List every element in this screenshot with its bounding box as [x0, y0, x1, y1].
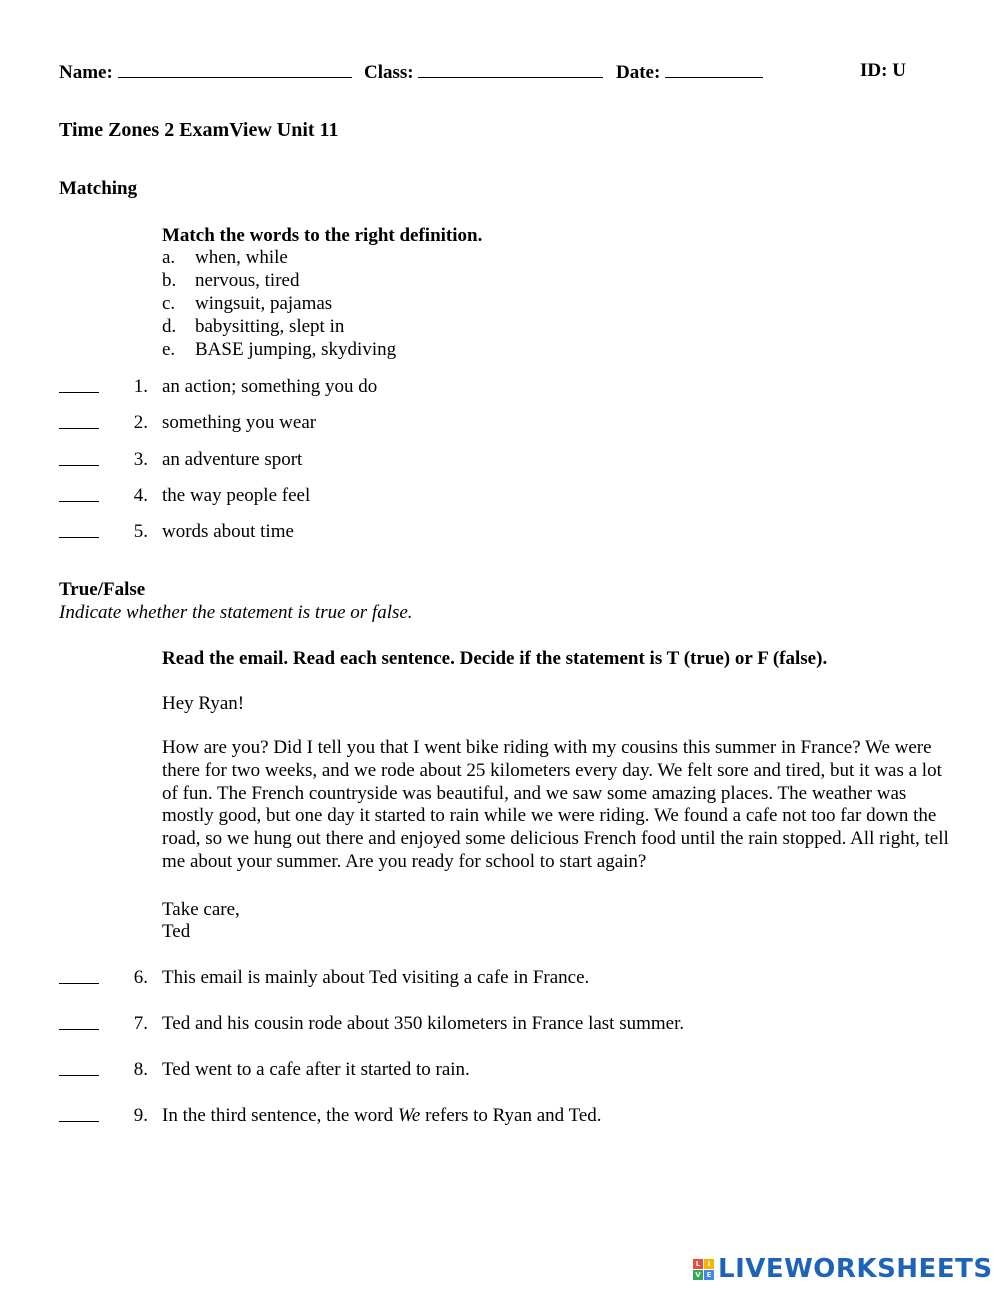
- id-label: ID: U: [860, 60, 906, 81]
- question-text: Ted went to a cafe after it started to rain.: [162, 1059, 470, 1080]
- question-number: 2.: [133, 412, 148, 433]
- truefalse-heading: True/False: [59, 579, 146, 600]
- name-field: [59, 60, 352, 84]
- matching-question-4: [0, 485, 1000, 509]
- option-letter: d.: [162, 316, 177, 337]
- matching-question-2: [0, 412, 1000, 436]
- question-number: 1.: [133, 376, 148, 397]
- email-body: How are you? Did I tell you that I went bike riding with my cousins this summer in France? We were there for two weeks, and we rode about 25 kilometers every day. We felt sore and tired, but it was a lot of fun. The French countryside was beautiful, and we saw some amazing places. The weather was mostly good, but one day it started to rain while we were riding. We found a cafe not too far down the road, so we hung out there and enjoyed some delicious French food until the rain stopped. All right, tell me about your summer. Are you ready for school to start again?: [162, 737, 949, 872]
- question-number: 4.: [133, 485, 148, 506]
- question-number: 8.: [133, 1059, 148, 1080]
- date-label: Date:: [616, 62, 661, 83]
- answer-blank[interactable]: [59, 465, 99, 466]
- option-letter: b.: [162, 270, 177, 291]
- tf-question-6: [0, 967, 1000, 991]
- answer-blank[interactable]: [59, 428, 99, 429]
- name-label: Name:: [59, 62, 113, 83]
- class-label: Class:: [364, 62, 414, 83]
- option-letter: c.: [162, 293, 176, 314]
- option-letter: a.: [162, 247, 176, 268]
- liveworksheets-logo: [693, 1254, 993, 1284]
- matching-heading: Matching: [59, 178, 138, 199]
- question-number: 9.: [133, 1105, 148, 1126]
- logo-text: LIVEWORKSHEETS: [718, 1254, 993, 1284]
- matching-question-5: [0, 521, 1000, 545]
- tf-question-7: [0, 1013, 1000, 1037]
- question-text: Ted and his cousin rode about 350 kilometers in France last summer.: [162, 1013, 685, 1034]
- question-number: 6.: [133, 967, 148, 988]
- question-text: [162, 1105, 602, 1127]
- matching-question-1: [0, 376, 1000, 400]
- answer-blank[interactable]: [59, 392, 99, 393]
- name-blank[interactable]: [118, 60, 352, 78]
- email-greeting: Hey Ryan!: [162, 693, 245, 714]
- question-text: This email is mainly about Ted visiting a cafe in France.: [162, 967, 590, 988]
- answer-blank[interactable]: [59, 537, 99, 538]
- date-blank[interactable]: [665, 60, 763, 78]
- question-text-pre: In the third sentence, the word: [162, 1105, 398, 1126]
- matching-instruction: Match the words to the right definition.: [162, 225, 483, 246]
- class-blank[interactable]: [418, 60, 603, 78]
- tf-question-9: [0, 1105, 1000, 1129]
- option-text: nervous, tired: [195, 270, 300, 291]
- option-text: wingsuit, pajamas: [195, 293, 333, 314]
- truefalse-subheading: Indicate whether the statement is true or false.: [59, 602, 413, 623]
- question-text: something you wear: [162, 412, 317, 433]
- answer-blank[interactable]: [59, 983, 99, 984]
- option-text: when, while: [195, 247, 288, 268]
- answer-blank[interactable]: [59, 1121, 99, 1122]
- class-field: [364, 60, 603, 84]
- question-text: words about time: [162, 521, 294, 542]
- date-field: [616, 60, 763, 84]
- question-text-post: refers to Ryan and Ted.: [420, 1105, 602, 1126]
- logo-mark-icon: L I V E: [693, 1259, 714, 1280]
- email-closing: Take care,: [162, 899, 240, 920]
- answer-blank[interactable]: [59, 1075, 99, 1076]
- option-text: BASE jumping, skydiving: [195, 339, 397, 360]
- matching-question-3: [0, 449, 1000, 473]
- answer-blank[interactable]: [59, 1029, 99, 1030]
- answer-blank[interactable]: [59, 501, 99, 502]
- tf-question-8: [0, 1059, 1000, 1083]
- option-text: babysitting, slept in: [195, 316, 345, 337]
- page-title: Time Zones 2 ExamView Unit 11: [59, 119, 339, 141]
- question-number: 3.: [133, 449, 148, 470]
- question-number: 5.: [133, 521, 148, 542]
- option-letter: e.: [162, 339, 176, 360]
- question-text: an action; something you do: [162, 376, 378, 397]
- question-text-emphasis: We: [397, 1105, 421, 1126]
- truefalse-instruction: Read the email. Read each sentence. Decide if the statement is T (true) or F (false).: [162, 648, 828, 669]
- question-number: 7.: [133, 1013, 148, 1034]
- question-text: an adventure sport: [162, 449, 303, 470]
- email-signature: Ted: [162, 921, 191, 942]
- question-text: the way people feel: [162, 485, 311, 506]
